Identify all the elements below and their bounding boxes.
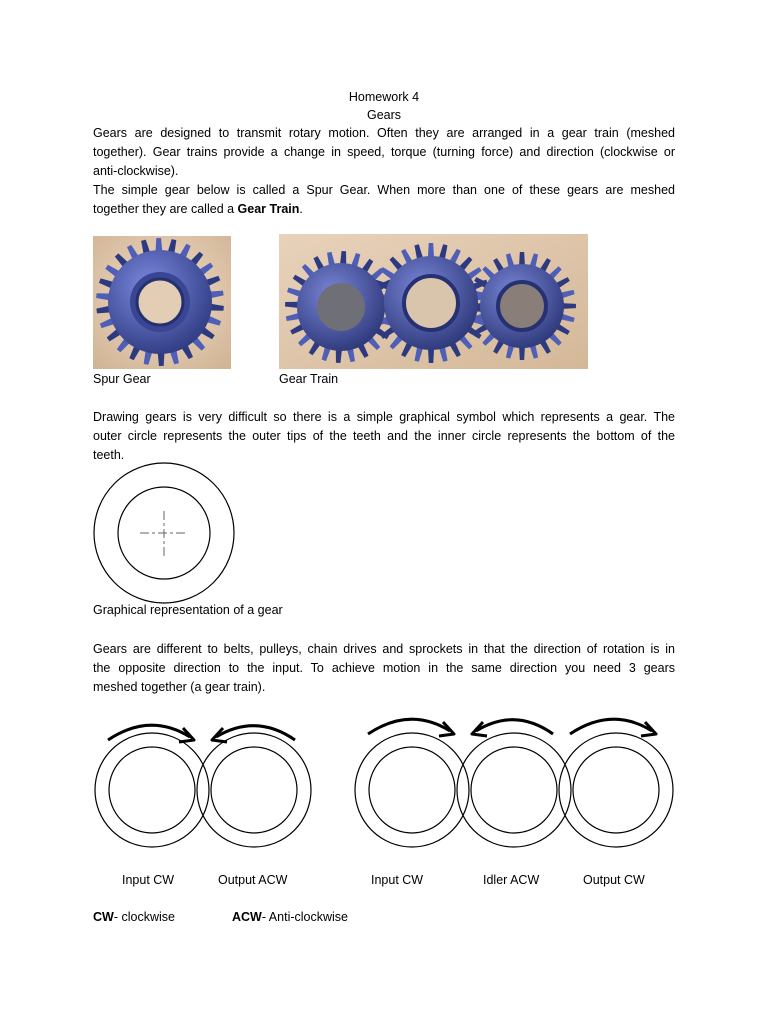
output-gear-outer	[197, 733, 311, 847]
outer-circle	[94, 463, 234, 603]
cw-arrow-head-icon	[179, 728, 194, 742]
two-gear-diagram	[95, 725, 311, 847]
label-idler-acw: Idler ACW	[483, 873, 540, 887]
intro-line-2: together). Gear trains provide a change in speed, torque (turning force) and direction (clockwise or	[93, 145, 675, 159]
input-gear-outer-3	[355, 733, 469, 847]
idler-acw-arrow-head-icon	[472, 722, 487, 736]
output-gear-inner-3	[573, 747, 659, 833]
spur-gear-caption: Spur Gear	[93, 372, 151, 386]
legend-cw-meaning: - clockwise	[113, 910, 175, 924]
input-gear-inner-3	[369, 747, 455, 833]
legend-cw-abbrev: CW	[93, 910, 114, 924]
spur-gear-photo	[93, 236, 231, 369]
gear-train-term: Gear Train	[237, 202, 300, 216]
intro-line-5-end: .	[299, 202, 303, 216]
symbol-line-1: Drawing gears is very difficult so there is a simple graphical symbol which represents a gear. The	[93, 410, 675, 424]
idler-acw-arrow-shaft	[476, 720, 553, 734]
intro-line-1: Gears are designed to transmit rotary motion. Often they are arranged in a gear train (meshed	[93, 126, 675, 140]
direction-line-2: the opposite direction to the input. To achieve motion in the same direction you need 3 gears	[93, 661, 675, 675]
legend-acw-abbrev: ACW	[232, 910, 262, 924]
gear-train-photo	[279, 234, 588, 369]
output-cw-arrow-shaft	[570, 719, 652, 734]
page-title: Homework 4	[348, 90, 420, 104]
input-cw-arrow-head-icon	[439, 722, 454, 736]
output-gear-inner	[211, 747, 297, 833]
intro-line-4: The simple gear below is called a Spur Gear. When more than one of these gears are meshed	[93, 183, 675, 197]
acw-arrow-head-icon	[212, 728, 227, 742]
intro-line-5	[93, 200, 675, 219]
direction-line-1: Gears are different to belts, pulleys, chain drives and sprockets in that the direction of rotation is in	[93, 642, 675, 656]
gear-train-caption: Gear Train	[279, 372, 339, 386]
gear-symbol-caption: Graphical representation of a gear	[93, 603, 283, 617]
label-input-cw-3: Input CW	[371, 873, 424, 887]
input-gear-outer	[95, 733, 209, 847]
input-cw-arrow-shaft	[368, 719, 450, 734]
intro-line-3: anti-clockwise).	[93, 164, 179, 178]
inner-circle	[118, 487, 210, 579]
three-gear-diagram	[355, 719, 673, 847]
acw-arrow-shaft	[216, 726, 295, 740]
idler-gear-outer	[457, 733, 571, 847]
direction-line-3: meshed together (a gear train).	[93, 680, 266, 694]
label-output-acw: Output ACW	[218, 873, 288, 887]
cw-arrow-shaft	[108, 725, 190, 740]
label-output-cw: Output CW	[583, 873, 645, 887]
page-subtitle: Gears	[366, 108, 402, 122]
legend-acw	[232, 908, 348, 927]
gear-symbol-diagram	[94, 463, 234, 603]
idler-gear-inner	[471, 747, 557, 833]
output-gear-outer-3	[559, 733, 673, 847]
input-gear-inner	[109, 747, 195, 833]
symbol-line-3: teeth.	[93, 448, 125, 462]
legend-cw	[93, 908, 175, 927]
intro-line-5-text: together they are called a	[93, 202, 238, 216]
output-cw-arrow-head-icon	[641, 722, 656, 736]
legend-acw-meaning: - Anti-clockwise	[261, 910, 348, 924]
symbol-line-2: outer circle represents the outer tips of the teeth and the inner circle represents the bottom of the	[93, 429, 675, 443]
label-input-cw: Input CW	[122, 873, 175, 887]
